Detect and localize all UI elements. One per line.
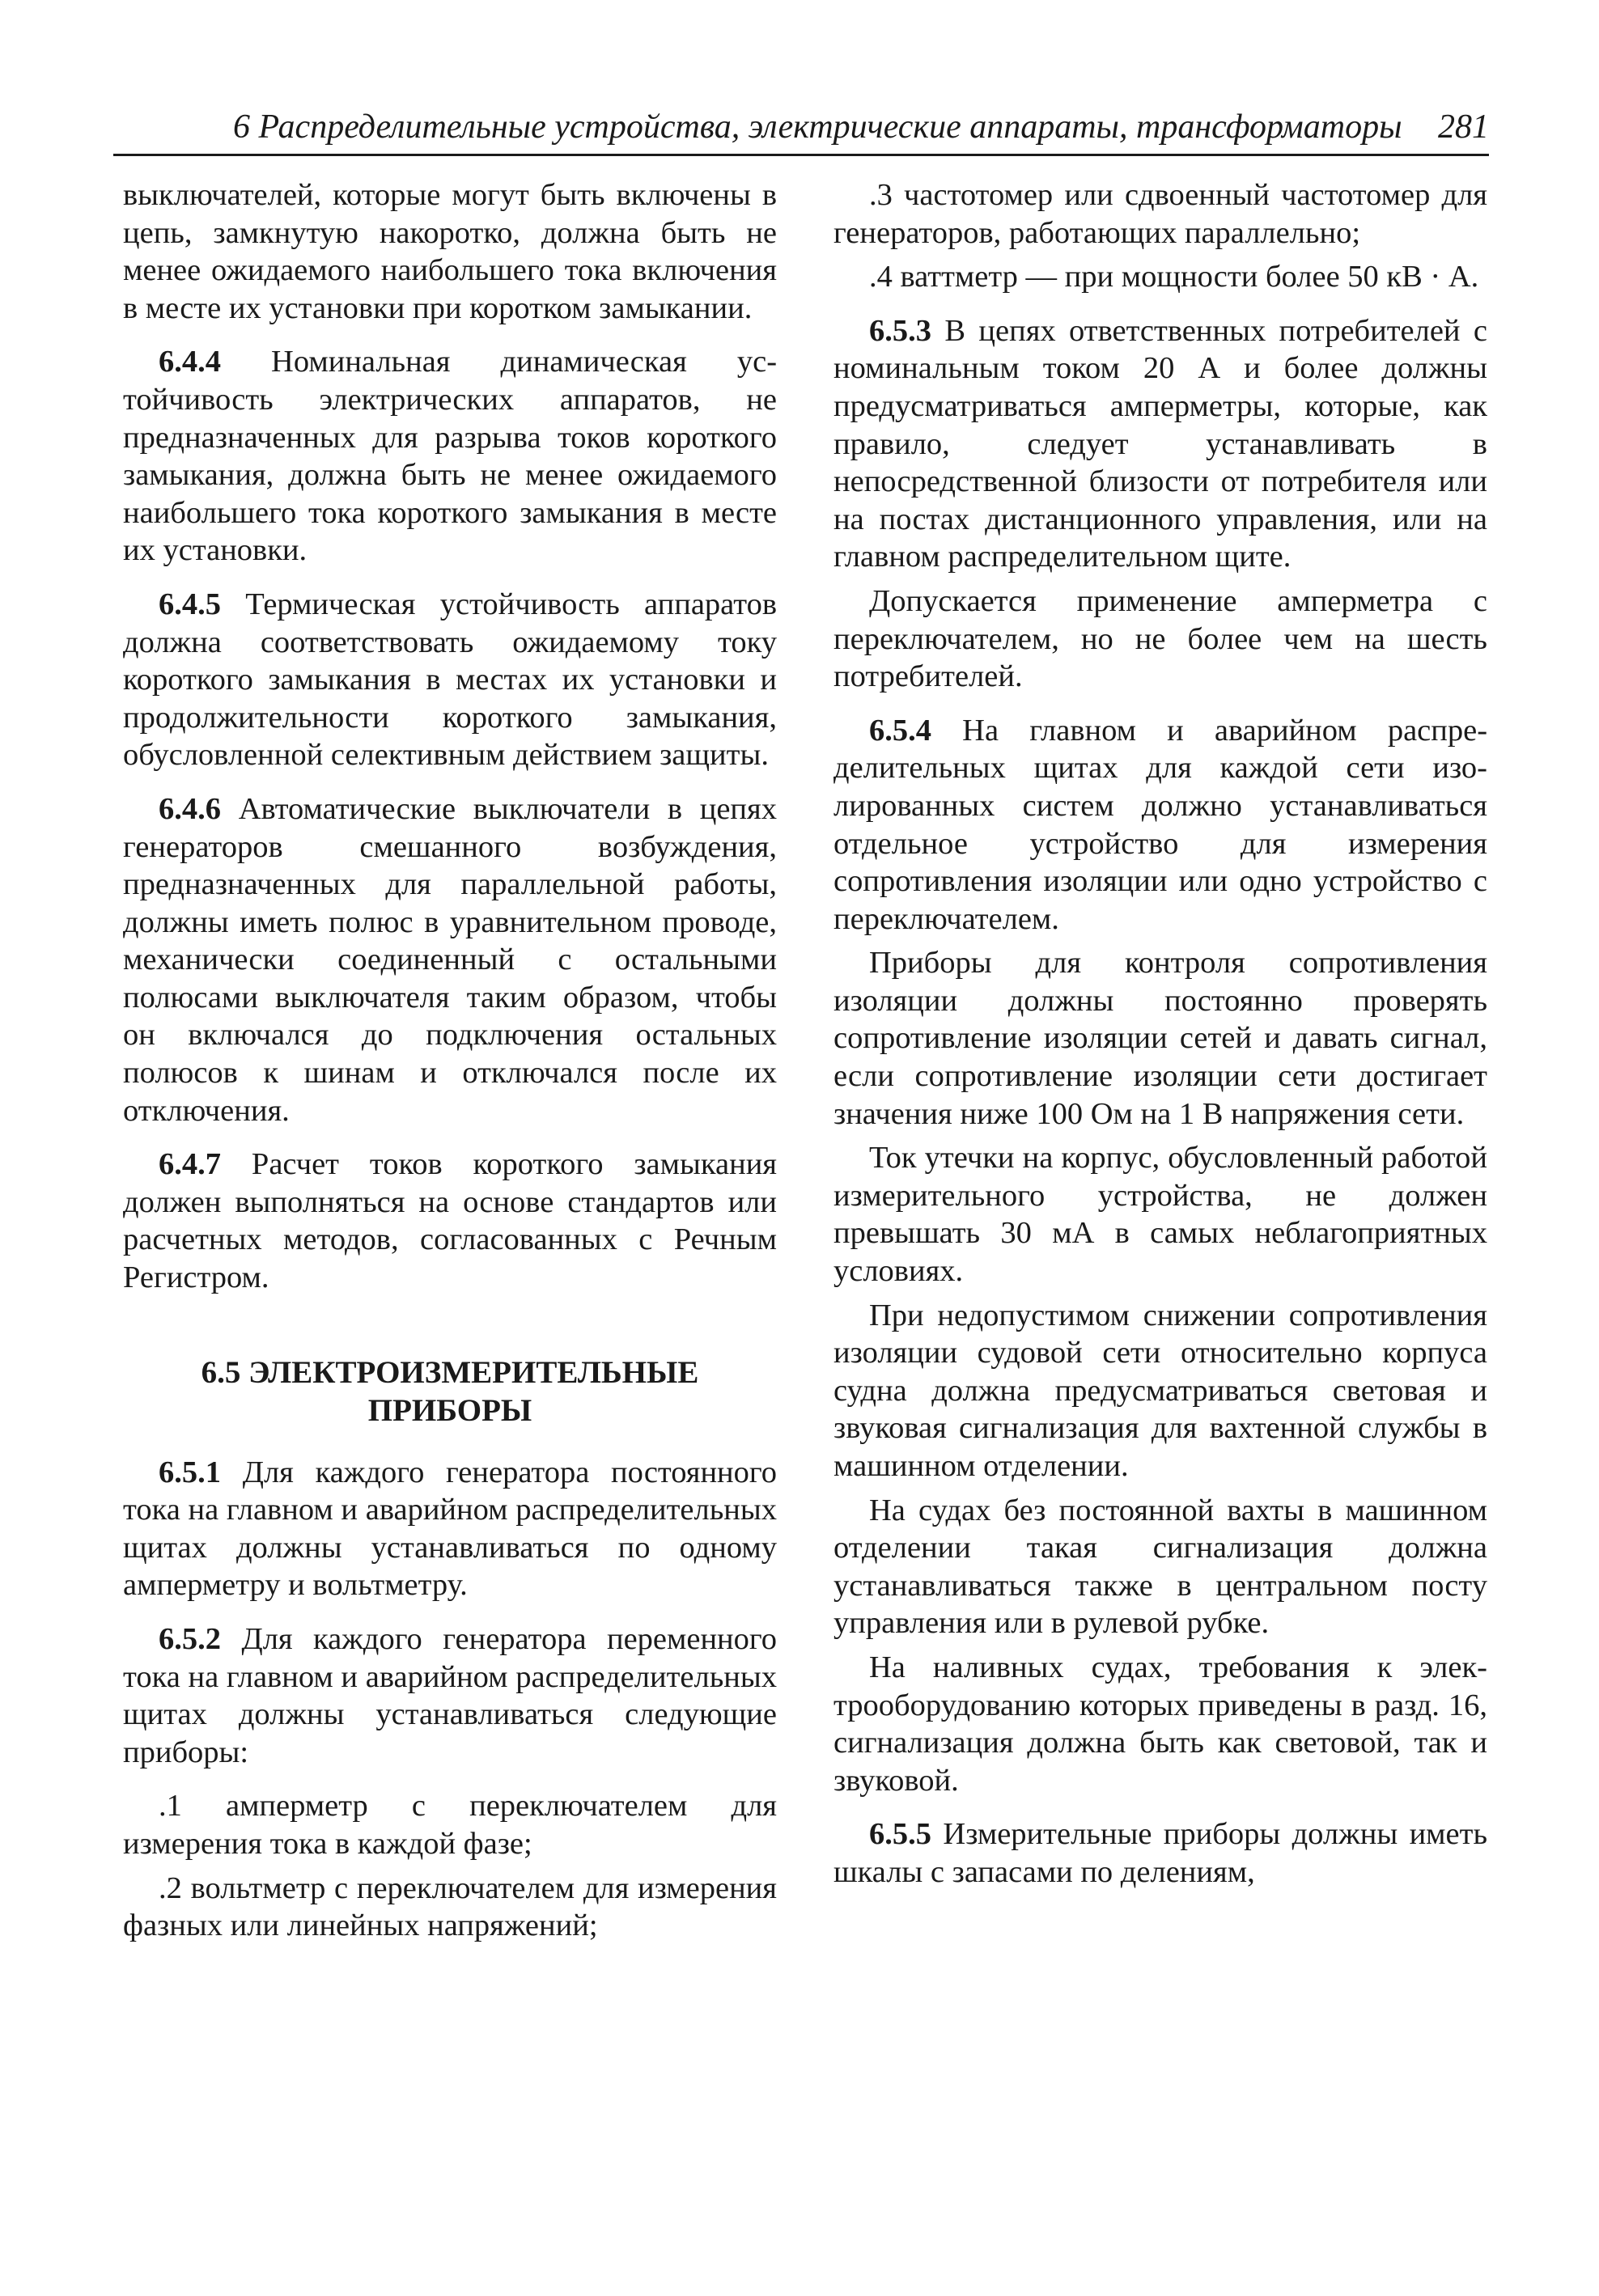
clause-number: 6.4.6 [159, 791, 221, 826]
clause-number: 6.4.5 [159, 587, 221, 621]
left-column [123, 176, 777, 1951]
paragraph-continuation: выключателей, которые могут быть включены в цепь, замкнутую накоротко, должна быть не менее ожидаемого наибольшего тока включения в месте их установки при коротком замыкании. [123, 178, 777, 325]
list-item-1: .1 амперметр с переключателем для измерения тока в каждой фазе; [123, 1789, 777, 1861]
header-rule [113, 154, 1489, 156]
list-item-4: .4 ваттметр — при мощности более 50 кВ · А. [869, 260, 1479, 294]
page-number: 281 [1438, 108, 1489, 146]
paragraph-6-5-2: 6.5.2 Для каждого генератора переменного тока на главном и аварийном распределительных щитах должны устанавливаться следующие приборы: [123, 1622, 777, 1769]
paragraph-6-4-7: 6.4.7 Расчет токов короткого замыкания должен выполняться на основе стандартов или расчетных методов, согласованных с Речным Регистром. [123, 1147, 778, 1295]
clause-number: 6.5.1 [159, 1455, 221, 1489]
paragraph-6-5-4-a: Приборы для контроля сопротивления изоляции должны постоянно проверять сопротивление изоляции сетей и давать сигнал, если сопротивление изоляции сети достигает значения ниже 100 Ом на 1 В напряжения сети. [833, 946, 1487, 1131]
clause-number: 6.5.5 [869, 1817, 931, 1852]
paragraph-6-4-5: 6.4.5 Термическая устойчивость аппаратов должна соответствовать ожидаемому току короткого замыкания в местах их установки и продолжительности короткого замыкания, обусловленной селективным действием защиты. [123, 587, 777, 773]
paragraph-6-5-4-e: На наливных судах, требования к электрооборудованию которых приведены в разд. 16, сигнализация должна быть как световой, так и звуковой. [833, 1650, 1487, 1798]
right-column [833, 176, 1487, 1908]
paragraph-6-5-3-note: Допускается применение амперметра с переключателем, но не более чем на шесть потребителей. [833, 583, 1487, 694]
clause-number: 6.4.7 [159, 1147, 221, 1182]
list-item-number: .2 [159, 1870, 182, 1905]
paragraph-6-4-6: 6.4.6 Автоматические выключатели в цепях генераторов смешанного возбуждения, предназначенных для параллельной работы, должны иметь полюс в уравнительном проводе, механически соединенный с остальными полюсами выключателя таким образом, чтобы он включался до подключения остальных полюсов к шинам и отключался после их отключения. [123, 791, 777, 1128]
paragraph-6-5-4-b: Ток утечки на корпус, обусловленный работой измерительного устройства, не должен превышать 30 мА в самых неблагоприятных условиях. [833, 1141, 1487, 1289]
list-item-number: .3 [869, 178, 893, 212]
list-item-number: .1 [159, 1789, 182, 1824]
paragraph-6-4-4: 6.4.4 Номинальная динамическая устойчивость электрических аппаратов, не предназначенных для разрыва токов короткого замыкания, должна быть не менее ожидаемого наибольшего тока короткого замыкания в месте их установки. [123, 345, 778, 568]
paragraph-6-5-3: 6.5.3 В цепях ответственных потребителей с номинальным током 20 А и более должны предусматриваться амперметры, которые, как правило, следует устанавливать в непосредственной близости от потребителя или на постах дистанционного управления, или на главном распределительном щите. [833, 313, 1487, 574]
clause-number: 6.4.4 [159, 345, 221, 379]
clause-number: 6.5.3 [869, 313, 931, 348]
clause-number: 6.5.4 [869, 713, 931, 748]
list-item-2: .2 вольтметр с переключателем для измерения фазных или линейных напряжений; [123, 1870, 777, 1943]
list-item-number: .4 [869, 260, 893, 294]
paragraph-6-5-4: 6.5.4 На главном и аварийном распределительных щитах для каждой сети изолированных систем должно устанавливаться отдельное устройство для измерения сопротивления изоляции или одно устройство с переключателем. [833, 713, 1488, 936]
list-item-3: .3 частотомер или сдвоенный частотомер для генераторов, работающих параллельно; [833, 178, 1487, 250]
section-heading: 6.5 ЭЛЕКТРОИЗМЕРИТЕЛЬНЫЕ ПРИБОРЫ [201, 1354, 699, 1428]
paragraph-6-5-4-d: На судах без постоянной вахты в машинном отделении такая сигнализация должна устанавливаться также в центральном посту управления или в рулевой рубке. [833, 1493, 1487, 1641]
running-header-title: 6 Распределительные устройства, электрические аппараты, трансформаторы [233, 108, 1402, 146]
clause-number: 6.5.2 [159, 1622, 221, 1656]
paragraph-6-5-1: 6.5.1 Для каждого генератора постоянного тока на главном и аварийном распределительных щитах должны устанавливаться по одному амперметру и вольтметру. [123, 1455, 777, 1603]
paragraph-6-5-5: 6.5.5 Измерительные приборы должны иметь шкалы с запасами по делениям, [833, 1817, 1488, 1889]
paragraph-6-5-4-c: При недопустимом снижении сопротивления изоляции судовой сети относительно корпуса судна должна предусматриваться световая и звуковая сигнализация для вахтенной службы в машинном отделении. [833, 1298, 1487, 1483]
running-header [113, 104, 1489, 150]
